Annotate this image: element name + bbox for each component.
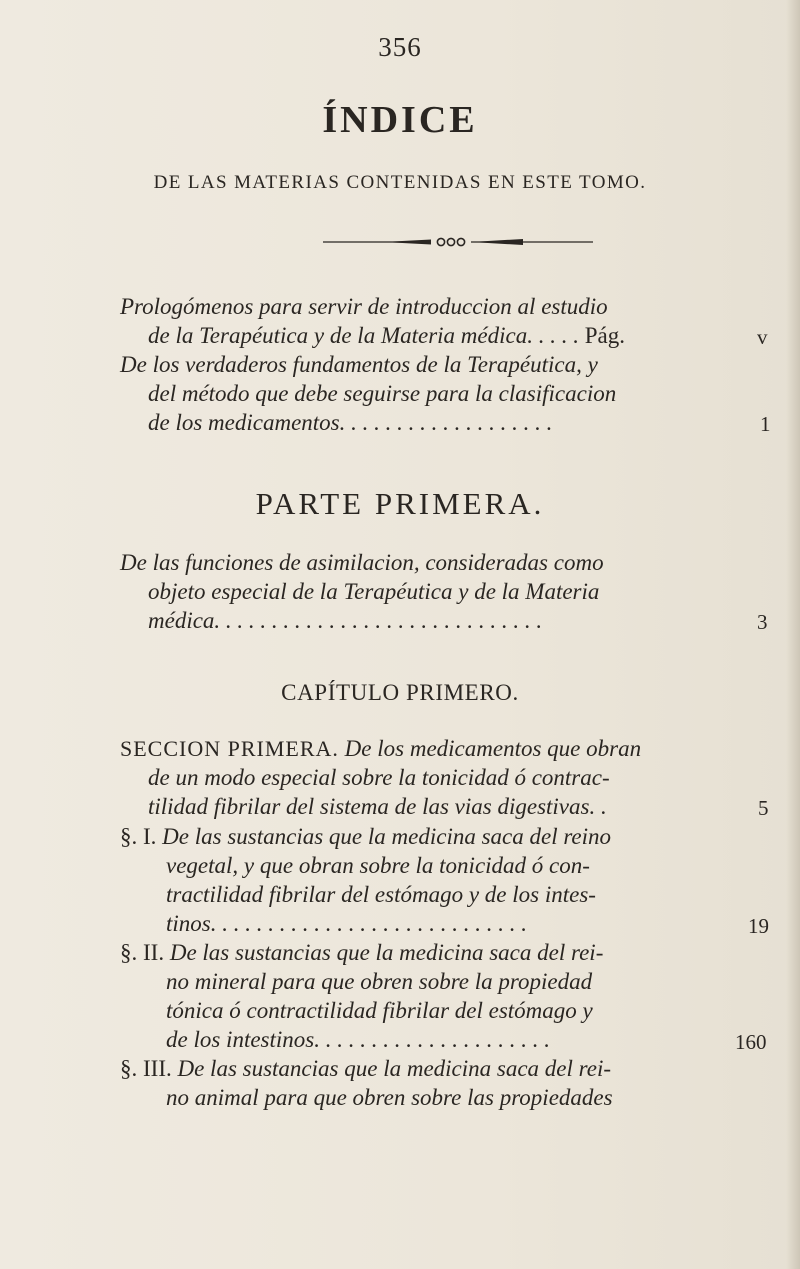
page-title: ÍNDICE (322, 99, 478, 141)
pag-label: Pág. (584, 323, 625, 348)
entry-line (120, 1054, 613, 1083)
page-number: 356 (378, 32, 422, 62)
toc-entry-paragraph-2[interactable] (120, 938, 603, 1054)
toc-entry-seccion-primera[interactable] (120, 734, 641, 821)
chapter-heading: CAPÍTULO PRIMERO. (281, 680, 519, 705)
entry-line: objeto especial de la Terapéutica y de la Materia (148, 579, 600, 604)
entry-line (120, 938, 603, 967)
entry-page-ref: 19 (748, 914, 769, 938)
paragraph-mark: §. III. (120, 1056, 172, 1081)
entry-line: tilidad fibrilar del sistema de las vias digestivas. . (148, 794, 607, 819)
toc-entry-fundamentos[interactable] (120, 350, 616, 437)
entry-line: Prologómenos para servir de introduccion al estudio (120, 294, 608, 319)
paragraph-mark: §. I. (120, 824, 157, 849)
entry-line: médica. . . . . . . . . . . . . . . . . . . . . . . . . . . . . (148, 608, 543, 633)
entry-page-ref: 160 (735, 1030, 767, 1054)
entry-line (120, 321, 625, 350)
toc-entry-paragraph-3[interactable] (120, 1054, 613, 1112)
toc-entry-paragraph-1[interactable] (120, 822, 611, 938)
entry-line: tónica ó contractilidad fibrilar del estómago y (166, 998, 593, 1023)
entry-line: De los verdaderos fundamentos de la Terapéutica, y (120, 352, 598, 377)
entry-line (120, 822, 611, 851)
toc-entry-prolegomenos[interactable] (120, 292, 625, 350)
entry-page-ref: 3 (757, 610, 768, 634)
entry-line-text: De los medicamentos que obran (344, 736, 642, 761)
paragraph-mark: §. II. (120, 940, 165, 965)
section-label: SECCION PRIMERA. (120, 736, 339, 761)
part-heading: PARTE PRIMERA. (255, 486, 545, 521)
divider-ornament (323, 236, 593, 248)
entry-line-text: De las sustancias que la medicina saca del rei- (177, 1056, 612, 1081)
entry-line: no mineral para que obren sobre la propiedad (166, 969, 593, 994)
entry-line-text: de la Terapéutica y de la Materia médica. . . . . (148, 323, 585, 348)
entry-line-text: De las sustancias que la medicina saca del reino (162, 824, 612, 849)
entry-page-ref: 1 (760, 412, 771, 436)
entry-line: de un modo especial sobre la tonicidad ó contrac- (148, 765, 610, 790)
toc-entry-funciones-asimilacion[interactable] (120, 548, 604, 635)
entry-line-text: De las sustancias que la medicina saca del rei- (169, 940, 604, 965)
entry-line: de los intestinos. . . . . . . . . . . . . . . . . . . . . (166, 1027, 550, 1052)
entry-page-ref: v (757, 325, 768, 349)
entry-line: De las funciones de asimilacion, consideradas como (120, 550, 604, 575)
entry-line: no animal para que obren sobre las propiedades (166, 1085, 613, 1110)
entry-page-ref: 5 (758, 796, 769, 820)
entry-line: del método que debe seguirse para la clasificacion (148, 381, 617, 406)
entry-line: tractilidad fibrilar del estómago y de los intes- (166, 882, 596, 907)
entry-line: vegetal, y que obran sobre la tonicidad ó con- (166, 853, 590, 878)
entry-line: de los medicamentos. . . . . . . . . . . . . . . . . . . (148, 410, 553, 435)
entry-line (120, 734, 641, 763)
page-subtitle: DE LAS MATERIAS CONTENIDAS EN ESTE TOMO. (153, 172, 647, 193)
entry-line: tinos. . . . . . . . . . . . . . . . . . . . . . . . . . . . (166, 911, 527, 936)
